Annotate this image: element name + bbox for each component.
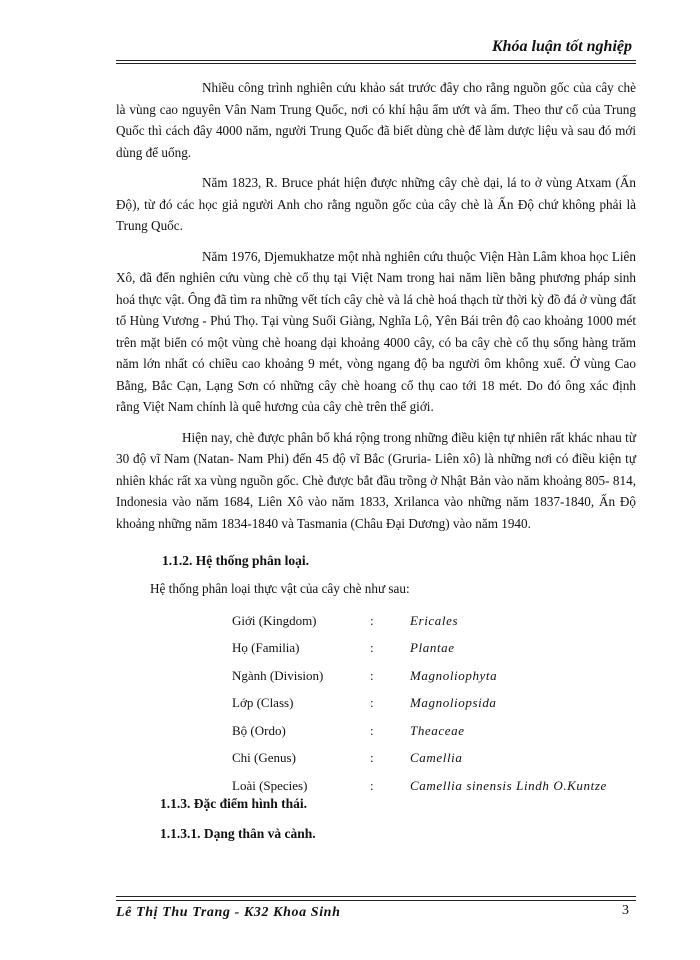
taxonomy-rank: Họ (Familia) bbox=[232, 640, 300, 656]
paragraph-origin-china: Nhiều công trình nghiên cứu khảo sát trước đây cho rằng nguồn gốc của cây chè là vùng cao nguyên Vân Nam Trung Quốc, nơi có khí hậu ẩm ướt và ấm. Theo thư cổ của Trung Quốc thì cách đây 4000 năm, người Trung Quốc đã biết dùng chè để làm dược liệu và sau đó mới dùng để uống. bbox=[116, 80, 636, 160]
taxonomy-row bbox=[232, 717, 607, 745]
body-text bbox=[116, 77, 636, 543]
taxonomy-rank: Chi (Genus) bbox=[232, 750, 296, 766]
taxonomy-row bbox=[232, 607, 607, 635]
taxonomy-table bbox=[232, 607, 607, 800]
header-title: Khóa luận tốt nghiệp bbox=[491, 38, 632, 55]
taxonomy-separator: : bbox=[370, 695, 374, 711]
taxonomy-taxon: Camellia sinensis Lindh O.Kuntze bbox=[410, 777, 607, 793]
taxonomy-taxon: Camellia bbox=[410, 750, 463, 766]
taxonomy-rank: Giới (Kingdom) bbox=[232, 612, 317, 628]
taxonomy-intro: Hệ thống phân loại thực vật của cây chè như sau: bbox=[150, 581, 410, 596]
taxonomy-rank: Loài (Species) bbox=[232, 777, 308, 793]
taxonomy-row bbox=[232, 690, 607, 718]
taxonomy-separator: : bbox=[370, 722, 374, 738]
section-heading-1-1-2: 1.1.2. Hệ thống phân loại. bbox=[162, 553, 310, 568]
header-rule bbox=[116, 60, 636, 61]
taxonomy-taxon: Magnoliophyta bbox=[410, 667, 498, 683]
taxonomy-taxon: Theaceae bbox=[410, 722, 465, 738]
taxonomy-rank: Bộ (Ordo) bbox=[232, 722, 286, 738]
taxonomy-rank: Lớp (Class) bbox=[232, 695, 294, 711]
page-number: 3 bbox=[622, 903, 629, 918]
taxonomy-separator: : bbox=[370, 640, 374, 656]
taxonomy-row bbox=[232, 745, 607, 773]
taxonomy-taxon: Plantae bbox=[410, 640, 455, 656]
taxonomy-row bbox=[232, 635, 607, 663]
taxonomy-taxon: Ericales bbox=[410, 612, 459, 628]
footer-rule-secondary bbox=[116, 900, 636, 901]
taxonomy-taxon: Magnoliopsida bbox=[410, 695, 497, 711]
footer-rule bbox=[116, 896, 636, 897]
taxonomy-row bbox=[232, 662, 607, 690]
taxonomy-separator: : bbox=[370, 667, 374, 683]
footer-author: Lê Thị Thu Trang - K32 Khoa Sinh bbox=[116, 905, 341, 920]
paragraph-distribution: Hiện nay, chè được phân bố khá rộng trong những điều kiện tự nhiên rất khác nhau từ 30 độ vĩ Nam (Natan- Nam Phi) đến 45 độ vĩ Bắc (Gruria- Liên xô) là những nơi có điều kiện tự nhiên khác rất xa vùng nguồn gốc. Chè được bắt đầu trồng ở Nhật Bản vào năm khoảng 805- 814, Indonesia vào năm 1684, Liên Xô vào năm 1833, Xrilanca vào những năm 1837-1840, Ấn Độ khoảng những năm 1834-1840 và Tasmania (Châu Đại Dương) vào năm 1940. bbox=[116, 429, 636, 531]
header-rule-secondary bbox=[116, 63, 636, 64]
paragraph-origin-vietnam: Năm 1976, Djemukhatze một nhà nghiên cứu thuộc Viện Hàn Lâm khoa học Liên Xô, đã đến nghiên cứu vùng chè cổ thụ tại Việt Nam trong hai năm liền bằng phương pháp sinh hoá thực vật. Ông đã tìm ra những vết tích cây chè và lá chè hoá thạch từ thời kỳ đồ đá ở vùng đất tổ Hùng Vương - Phú Thọ. Tại vùng Suối Giàng, Nghĩa Lộ, Yên Bái trên độ cao khoảng 1000 mét trên mặt biển có một vùng chè hoang dại khoảng 4000 cây, có ba cây chè cổ thụ sống hàng trăm năm lớn nhất có chiều cao khoảng 9 mét, vòng ngang độ ba người ôm không xuể. Ở vùng Cao Bằng, Bắc Cạn, Lạng Sơn có những cây chè hoang cổ thụ cao tới 18 mét. Do đó ông xác định rằng Việt Nam chính là quê hương của cây chè trên thế giới. bbox=[116, 248, 636, 414]
taxonomy-rank: Ngành (Division) bbox=[232, 667, 324, 683]
paragraph-origin-india: Năm 1823, R. Bruce phát hiện được những cây chè dại, lá to ở vùng Atxam (Ấn Độ), từ đó các học giả người Anh cho rằng nguồn gốc của cây chè là Ấn Độ chứ không phải là Trung Quốc. bbox=[116, 175, 636, 233]
taxonomy-separator: : bbox=[370, 750, 374, 766]
taxonomy-separator: : bbox=[370, 612, 374, 628]
taxonomy-separator: : bbox=[370, 777, 374, 793]
section-heading-1-1-3-1: 1.1.3.1. Dạng thân và cành. bbox=[160, 826, 316, 841]
section-heading-1-1-3: 1.1.3. Đặc điểm hình thái. bbox=[160, 796, 308, 811]
